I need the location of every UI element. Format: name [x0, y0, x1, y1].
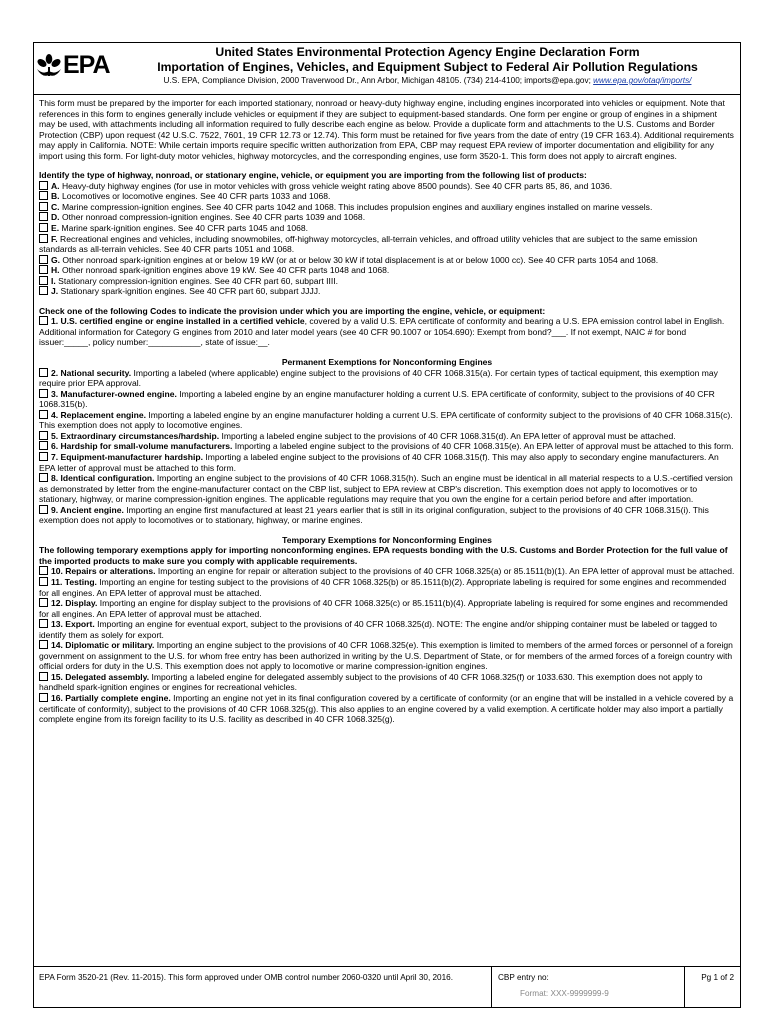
code-13-item: 13. Export. Importing an engine for eventual export, subject to the provisions of 40 CFR 1068.325(d). NOTE: The engine and/or shipping container must be labeled or tagged to identify them as solely for export.: [39, 619, 717, 640]
code-1-checkbox[interactable]: [39, 316, 48, 325]
code-16-item: 16. Partially complete engine. Importing an engine not yet in its final configuration covered by a certificate of conformity (or an engine that will be installed in a vehicle covered by a certificate of conformity), subject to the provisions of 40 CFR 1068.325(g). This also applies to an engine covered by a valid exemption. A certificate holder may also import a partially complete engine from its foreign facility to its U.S. facility as described in 40 CFR 1068.325(g).: [39, 692, 734, 725]
codes-heading: Check one of the following Codes to indicate the provision under which you are importing the engine, vehicle, or equipment:: [39, 305, 546, 316]
form-header: [34, 43, 740, 95]
type-a-checkbox[interactable]: [39, 181, 48, 190]
code-1-item: 1. U.S. certified engine or engine installed in a certified vehicle, covered by a valid U.S. EPA certificate of conformity and bearing a U.S. EPA emission control label in English. Additional information for Category G engines from 2010 and later model years (see 40 CFR 90.1007 or 1054.690): Exempt from bond?___. If not exempt, NAIC # for bond issuer:_____, policy number:___________, state of issue:__.: [39, 316, 725, 348]
form-frame: [33, 42, 741, 1008]
code-14-checkbox[interactable]: [39, 640, 48, 649]
type-item-a: A. Heavy-duty highway engines (for use in motor vehicles with gross vehicle weight rating above 8500 pounds). See 40 CFR parts 85, 86, and 1036.: [39, 181, 735, 192]
title-line-2: Importation of Engines, Vehicles, and Equipment Subject to Federal Air Pollution Regulations: [157, 60, 698, 74]
code-6-item: 6. Hardship for small-volume manufacturers. Importing a labeled engine subject to the provisions of 40 CFR 1068.315(e). An EPA letter of approval must be attached to this form.: [39, 441, 735, 452]
code-10-checkbox[interactable]: [39, 566, 48, 575]
form-info: EPA Form 3520-21 (Rev. 11-2015). This form approved under OMB control number 2060-0320 until April 30, 2016.: [39, 973, 453, 982]
page-number: Pg 1 of 2: [701, 973, 734, 982]
type-d-checkbox[interactable]: [39, 212, 48, 221]
form-footer: [34, 966, 740, 1007]
code-4-item: 4. Replacement engine. Importing a labeled engine by an engine manufacturer holding a current U.S. EPA certificate of conformity subject to the provisions of 40 CFR 1068.315(c). This exemption does not apply to locomotive engines.: [39, 409, 733, 431]
code-16-checkbox[interactable]: [39, 693, 48, 702]
page-title: [119, 45, 736, 75]
form-content: [39, 98, 735, 725]
code-11-checkbox[interactable]: [39, 577, 48, 586]
cbp-entry-field[interactable]: Format: XXX-9999999-9: [520, 989, 609, 998]
types-heading: Identify the type of highway, nonroad, or stationary engine, vehicle, or equipment you are importing from the following list of products:: [39, 170, 587, 181]
permanent-heading: Permanent Exemptions for Nonconforming Engines: [281, 357, 493, 368]
code-7-item: 7. Equipment-manufacturer hardship. Importing a labeled engine subject to the provisions of 40 CFR 1068.315(f). This may also apply to secondary engine manufacturers. An EPA letter of approval must be attached to this form.: [39, 451, 719, 473]
type-item-c: C. Marine compression-ignition engines. See 40 CFR parts 1042 and 1068. This includes propulsion engines and auxiliary engines installed on marine vessels.: [39, 202, 735, 213]
type-item-h: H. Other nonroad spark-ignition engines above 19 kW. See 40 CFR parts 1048 and 1068.: [39, 265, 735, 276]
code-5-item: 5. Extraordinary circumstances/hardship. Importing a labeled engine subject to the provisions of 40 CFR 1068.315(d). An EPA letter of approval must be attached.: [39, 431, 735, 442]
epa-flower-icon: [36, 54, 62, 78]
code-2-item: 2. National security. Importing a labeled (where applicable) engine subject to the provisions of 40 CFR 1068.315(a). For certain types of tactical equipment, this exemption may require prior EPA approval.: [39, 367, 718, 389]
imports-link[interactable]: www.epa.gov/otaq/imports/: [593, 76, 692, 85]
code-10-item: 10. Repairs or alterations. Importing an engine for repair or alteration subject to the provisions of 40 CFR 1068.325(a) or 85.1511(b)(1). An EPA letter of approval must be attached.: [39, 566, 735, 577]
type-item-j: J. Stationary spark-ignition engines. See 40 CFR part 60, subpart JJJJ.: [39, 286, 735, 297]
type-item-g: G. Other nonroad spark-ignition engines at or below 19 kW (or at or below 30 kW if total displacement is at or below 1000 cc). See 40 CFR parts 1054 and 1068.: [39, 255, 735, 266]
type-i-checkbox[interactable]: [39, 276, 48, 285]
epa-logo: [36, 51, 110, 80]
code-7-checkbox[interactable]: [39, 452, 48, 461]
type-g-checkbox[interactable]: [39, 255, 48, 264]
address-text: U.S. EPA, Compliance Division, 2000 Traverwood Dr., Ann Arbor, Michigan 48105. (734) 214-4100; imports@epa.gov;: [163, 76, 591, 85]
code-14-item: 14. Diplomatic or military. Importing an engine subject to the provisions of 40 CFR 1068.325(e). This exemption is limited to members of the armed forces or personnel of a foreign government on assignment to the U.S. for whom free entry has been authorized in writing by the U.S. Department of State, or for members of the armed forces of a foreign country with official orders for duty in the U.S. This exemption does not apply to locomotive or marine compression-ignition engines.: [39, 640, 733, 672]
type-item-i: I. Stationary compression-ignition engines. See 40 CFR part 60, subpart IIII.: [39, 276, 735, 287]
code-11-item: 11. Testing. Importing an engine for testing subject to the provisions of 40 CFR 1068.325(b) or 85.1511(b)(2). Appropriate labeling is required for some engines and recommended for all engines. An EPA letter of approval must be attached.: [39, 576, 727, 598]
type-item-d: D. Other nonroad compression-ignition engines. See 40 CFR parts 1039 and 1068.: [39, 212, 735, 223]
type-f-checkbox[interactable]: [39, 234, 48, 243]
cbp-entry-box[interactable]: [491, 967, 685, 1007]
code-8-item: 8. Identical configuration. Importing an engine subject to the provisions of 40 CFR 1068.315(h). Such an engine must be identical in all material respects to a U.S.-certified version as demonstrated by letter from the engine-manufacturer contact on the CBP list, subject to EPA review at CBP's discretion. This exemption does not apply to locomotives or to stationary, highway, or marine compression-ignition engines. The applicable regulations may require that you own the engine for a certain period before and after importation.: [39, 473, 733, 505]
type-h-checkbox[interactable]: [39, 265, 48, 274]
code-8-checkbox[interactable]: [39, 473, 48, 482]
temporary-subheading: The following temporary exemptions apply for importing nonconforming engines. EPA requests bonding with the U.S. Customs and Border Protection for the full value of the imported products to make sure you comply with applicable requirements.: [39, 545, 728, 566]
epa-logo-text: EPA: [63, 51, 110, 79]
code-3-checkbox[interactable]: [39, 389, 48, 398]
temporary-heading: Temporary Exemptions for Nonconforming Engines: [282, 534, 492, 545]
cbp-entry-label: CBP entry no:: [498, 973, 549, 982]
intro-paragraph: This form must be prepared by the importer for each imported stationary, nonroad or heavy-duty highway engine, including engines incorporated into vehicles or equipment. Note that references in this form to engines generally include vehicles or equipment if they are subject to equipment-based standards. One form per engine or group of engines in a shipment may be used, with attachments including all information required to fully describe each engine as below. Provide a duplicate form and attachments to the U.S. Customs and Border Protection (CBP) upon request (42 U.S.C. 7522, 7601, 19 CFR 12.73 or 12.74). This form must be retained for five years from the date of entry (19 CFR 163.4). Additional requirements may apply in California. NOTE: While certain imports require specific written authorization from EPA, CBP may request EPA review of importer documentation and eligibility for any import using this form. For light-duty motor vehicles, highway motorcycles, and the corresponding engines, use form 3520-1. This form does not apply to aircraft engines.: [39, 98, 734, 161]
type-item-e: E. Marine spark-ignition engines. See 40 CFR parts 1045 and 1068.: [39, 223, 735, 234]
type-c-checkbox[interactable]: [39, 202, 48, 211]
code-3-item: 3. Manufacturer-owned engine. Importing a labeled engine by an engine manufacturer holding a current U.S. EPA certificate of conformity, subject to the provisions of 40 CFR 1068.315(b).: [39, 388, 715, 410]
code-15-item: 15. Delegated assembly. Importing a labeled engine for delegated assembly subject to the provisions of 40 CFR 1068.325(f) or 1033.630. This exemption does not apply to handheld spark-ignition engines or engines for recreational vehicles.: [39, 671, 703, 693]
agency-address: [119, 76, 736, 85]
type-e-checkbox[interactable]: [39, 223, 48, 232]
code-5-checkbox[interactable]: [39, 431, 48, 440]
type-item-f: F. Recreational engines and vehicles, including snowmobiles, off-highway motorcycles, all-terrain vehicles, and offroad utility vehicles that are subject to the same emission standards as all-terrain vehicles. See 40 CFR parts 1051 and 1068.: [39, 233, 698, 255]
code-15-checkbox[interactable]: [39, 672, 48, 681]
code-4-checkbox[interactable]: [39, 410, 48, 419]
title-line-1: United States Environmental Protection Agency Engine Declaration Form: [215, 45, 640, 59]
code-12-item: 12. Display. Importing an engine for display subject to the provisions of 40 CFR 1068.325(c) or 85.1511(b)(4). Appropriate labeling is required for some engines and recommended for all engines. An EPA letter of approval must be attached.: [39, 598, 728, 619]
code-9-item: 9. Ancient engine. Importing an engine first manufactured at least 21 years earlier that is still in its original configuration, subject to the provisions of 40 CFR 1068.315(i). This exemption does not apply to locomotives or to stationary, highway, or marine engines.: [39, 504, 709, 526]
types-list: [39, 181, 735, 297]
code-6-checkbox[interactable]: [39, 441, 48, 450]
type-j-checkbox[interactable]: [39, 286, 48, 295]
code-13-checkbox[interactable]: [39, 619, 48, 628]
code-12-checkbox[interactable]: [39, 598, 48, 607]
code-9-checkbox[interactable]: [39, 505, 48, 514]
code-2-checkbox[interactable]: [39, 368, 48, 377]
type-b-checkbox[interactable]: [39, 191, 48, 200]
type-item-b: B. Locomotives or locomotive engines. See 40 CFR parts 1033 and 1068.: [39, 191, 735, 202]
